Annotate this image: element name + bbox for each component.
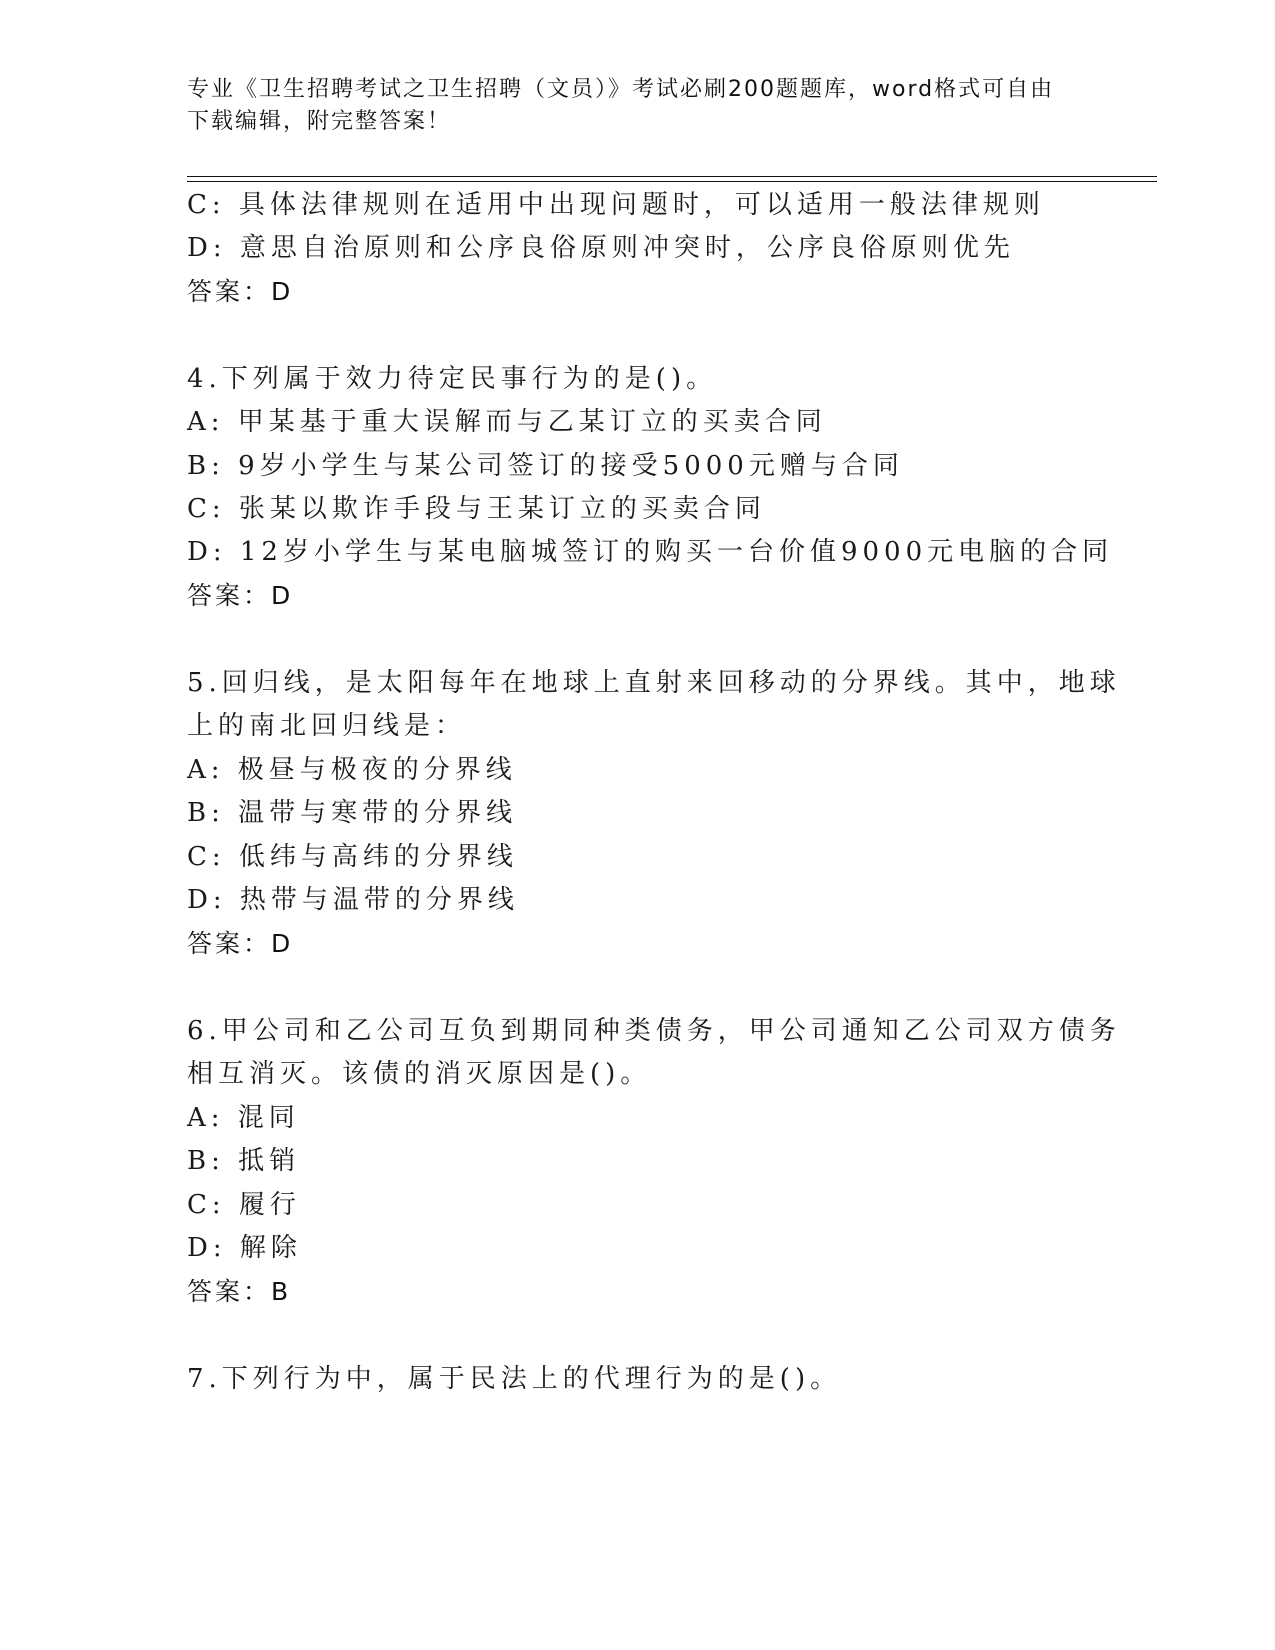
q6-option-d: D: 解除	[187, 1233, 302, 1263]
q6-stem-line1: 6.甲公司和乙公司互负到期同种类债务，甲公司通知乙公司双方债务	[187, 1016, 1121, 1046]
q6-option-b: B: 抵销	[187, 1146, 301, 1176]
q6-stem-line2: 相互消灭。该债的消灭原因是()。	[187, 1059, 652, 1089]
q5-option-d: D: 热带与温带的分界线	[187, 885, 519, 915]
q5-option-a: A: 极昼与极夜的分界线	[187, 755, 517, 785]
q3-answer: 答案：D	[187, 277, 294, 306]
q4-option-b: B: 9岁小学生与某公司签订的接受5000元赠与合同	[187, 451, 904, 481]
header-divider-bottom	[187, 181, 1157, 182]
q6-option-c: C: 履行	[187, 1190, 301, 1220]
q4-option-a: A: 甲某基于重大误解而与乙某订立的买卖合同	[187, 407, 827, 437]
q3-option-c: C: 具体法律规则在适用中出现问题时，可以适用一般法律规则	[187, 190, 1045, 220]
q3-option-d: D: 意思自治原则和公序良俗原则冲突时，公序良俗原则优先	[187, 233, 1015, 263]
q5-option-c: C: 低纬与高纬的分界线	[187, 842, 518, 872]
q5-option-b: B: 温带与寒带的分界线	[187, 798, 518, 828]
q4-option-d: D: 12岁小学生与某电脑城签订的购买一台价值9000元电脑的合同	[187, 537, 1114, 567]
q7-stem: 7.下列行为中，属于民法上的代理行为的是()。	[187, 1364, 842, 1394]
q4-answer: 答案：D	[187, 581, 294, 610]
header-divider-top	[187, 176, 1157, 177]
q5-answer: 答案：D	[187, 929, 294, 958]
q6-option-a: A: 混同	[187, 1103, 300, 1133]
document-header: 专业《卫生招聘考试之卫生招聘（文员）》考试必刷200题题库，word格式可自由下载编辑，附完整答案！	[187, 77, 1055, 134]
q4-stem: 4.下列属于效力待定民事行为的是()。	[187, 364, 718, 394]
q6-answer: 答案：B	[187, 1277, 292, 1306]
q5-stem-line1: 5.回归线，是太阳每年在地球上直射来回移动的分界线。其中，地球	[187, 668, 1121, 698]
q4-option-c: C: 张某以欺诈手段与王某订立的买卖合同	[187, 494, 766, 524]
q5-stem-line2: 上的南北回归线是：	[187, 711, 467, 741]
